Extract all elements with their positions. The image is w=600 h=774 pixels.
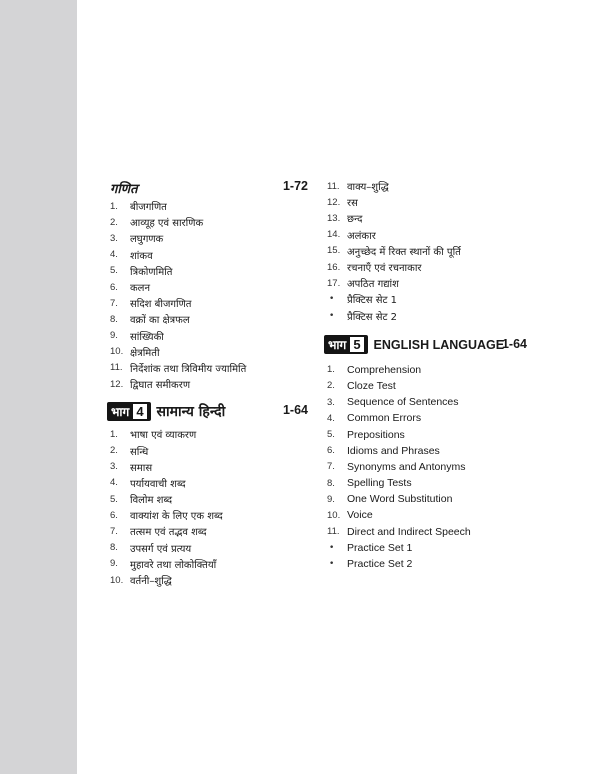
- bullet-icon: •: [329, 542, 335, 553]
- hindi-chapter-list-continued: [327, 178, 527, 324]
- part-title: सामान्य हिन्दी: [156, 403, 226, 420]
- bullet-icon: •: [329, 294, 335, 305]
- toc-entry[interactable]: 4. पर्यायवाची शब्द: [110, 477, 186, 490]
- toc-entry[interactable]: 11. Direct and Indirect Speech: [327, 525, 471, 538]
- toc-entry[interactable]: 6. Idioms and Phrases: [327, 444, 440, 457]
- toc-entry[interactable]: 17. अपठित गद्यांश: [327, 277, 399, 291]
- toc-entry[interactable]: 9. मुहावरे तथा लोकोक्तियाँ: [110, 558, 217, 571]
- page-margin-strip: [0, 0, 77, 774]
- toc-entry[interactable]: 7. सदिश बीजगणित: [110, 297, 192, 311]
- toc-right-column: [327, 178, 527, 572]
- part-badge: भाग 4: [107, 402, 151, 421]
- toc-entry[interactable]: 11. निर्देशांक तथा त्रिविमीय ज्यामिति: [110, 362, 247, 375]
- hindi-chapter-list: [110, 426, 308, 588]
- toc-entry[interactable]: 3. लघुगणक: [110, 232, 164, 246]
- toc-entry[interactable]: 2. सन्धि: [110, 445, 149, 458]
- toc-entry[interactable]: 7. तत्सम एवं तद्भव शब्द: [110, 525, 207, 539]
- toc-entry[interactable]: 6. कलन: [110, 281, 151, 295]
- part-page-range: 1-64: [501, 336, 527, 351]
- toc-entry[interactable]: 8. वक्रों का क्षेत्रफल: [110, 313, 190, 327]
- toc-entry[interactable]: 14. अलंकार: [327, 229, 376, 242]
- section-heading-ganit: [110, 178, 308, 198]
- toc-entry[interactable]: 10. Voice: [327, 509, 373, 522]
- bullet-icon: •: [329, 559, 335, 570]
- toc-entry-bullet[interactable]: • Practice Set 2: [329, 558, 413, 571]
- toc-entry[interactable]: 3. समास: [110, 461, 153, 474]
- toc-entry[interactable]: 5. Prepositions: [327, 428, 405, 441]
- toc-entry[interactable]: 8. Spelling Tests: [327, 477, 412, 490]
- toc-entry[interactable]: 10. क्षेत्रमिती: [110, 346, 160, 359]
- toc-entry[interactable]: 9. One Word Substitution: [327, 493, 453, 506]
- part-heading-5: [327, 334, 527, 356]
- toc-entry[interactable]: 16. रचनाएँ एवं रचनाकार: [327, 261, 422, 275]
- toc-entry[interactable]: 4. शांकव: [110, 249, 153, 262]
- section-page-range: 1-72: [282, 179, 308, 193]
- toc-entry[interactable]: 7. Synonyms and Antonyms: [327, 460, 466, 473]
- toc-entry[interactable]: 1. Comprehension: [327, 363, 422, 376]
- toc-entry[interactable]: 8. उपसर्ग एवं प्रत्यय: [110, 542, 192, 555]
- toc-entry[interactable]: 2. आव्यूह एवं सारणिक: [110, 216, 204, 230]
- toc-entry[interactable]: 13. छन्द: [327, 212, 363, 226]
- toc-entry[interactable]: 4. Common Errors: [327, 412, 422, 425]
- toc-entry[interactable]: 5. विलोम शब्द: [110, 493, 173, 507]
- part-page-range: 1-64: [282, 403, 308, 418]
- toc-entry-bullet[interactable]: • प्रैक्टिस सेट 1: [329, 294, 398, 307]
- part-title: ENGLISH LANGUAGE: [373, 337, 505, 352]
- toc-entry[interactable]: 6. वाक्यांश के लिए एक शब्द: [110, 509, 223, 523]
- toc-entry-bullet[interactable]: • प्रैक्टिस सेट 2: [329, 310, 398, 323]
- toc-entry[interactable]: 11. वाक्य–शुद्धि: [327, 180, 389, 194]
- toc-entry[interactable]: 2. Cloze Test: [327, 379, 396, 392]
- toc-entry[interactable]: 1. बीजगणित: [110, 200, 167, 214]
- bullet-icon: •: [329, 310, 335, 321]
- part-heading-4: [110, 400, 308, 422]
- toc-left-column: [110, 178, 308, 588]
- toc-entry[interactable]: 9. सांख्यिकी: [110, 330, 164, 343]
- toc-entry[interactable]: 15. अनुच्छेद में रिक्त स्थानों की पूर्ति: [327, 245, 461, 258]
- toc-entry[interactable]: 12. रस: [327, 196, 358, 210]
- toc-entry[interactable]: 5. त्रिकोणमिति: [110, 265, 173, 278]
- part-badge: भाग 5: [324, 335, 368, 354]
- english-chapter-list: [327, 362, 527, 572]
- toc-entry-bullet[interactable]: • Practice Set 1: [329, 541, 413, 554]
- toc-entry[interactable]: 3. Sequence of Sentences: [327, 396, 459, 409]
- toc-entry[interactable]: 10. वर्तनी–शुद्धि: [110, 574, 172, 588]
- ganit-chapter-list: [110, 198, 308, 392]
- toc-entry[interactable]: 12. द्विघात समीकरण: [110, 378, 191, 392]
- section-title: गणित: [110, 182, 138, 197]
- toc-entry[interactable]: 1. भाषा एवं व्याकरण: [110, 428, 197, 442]
